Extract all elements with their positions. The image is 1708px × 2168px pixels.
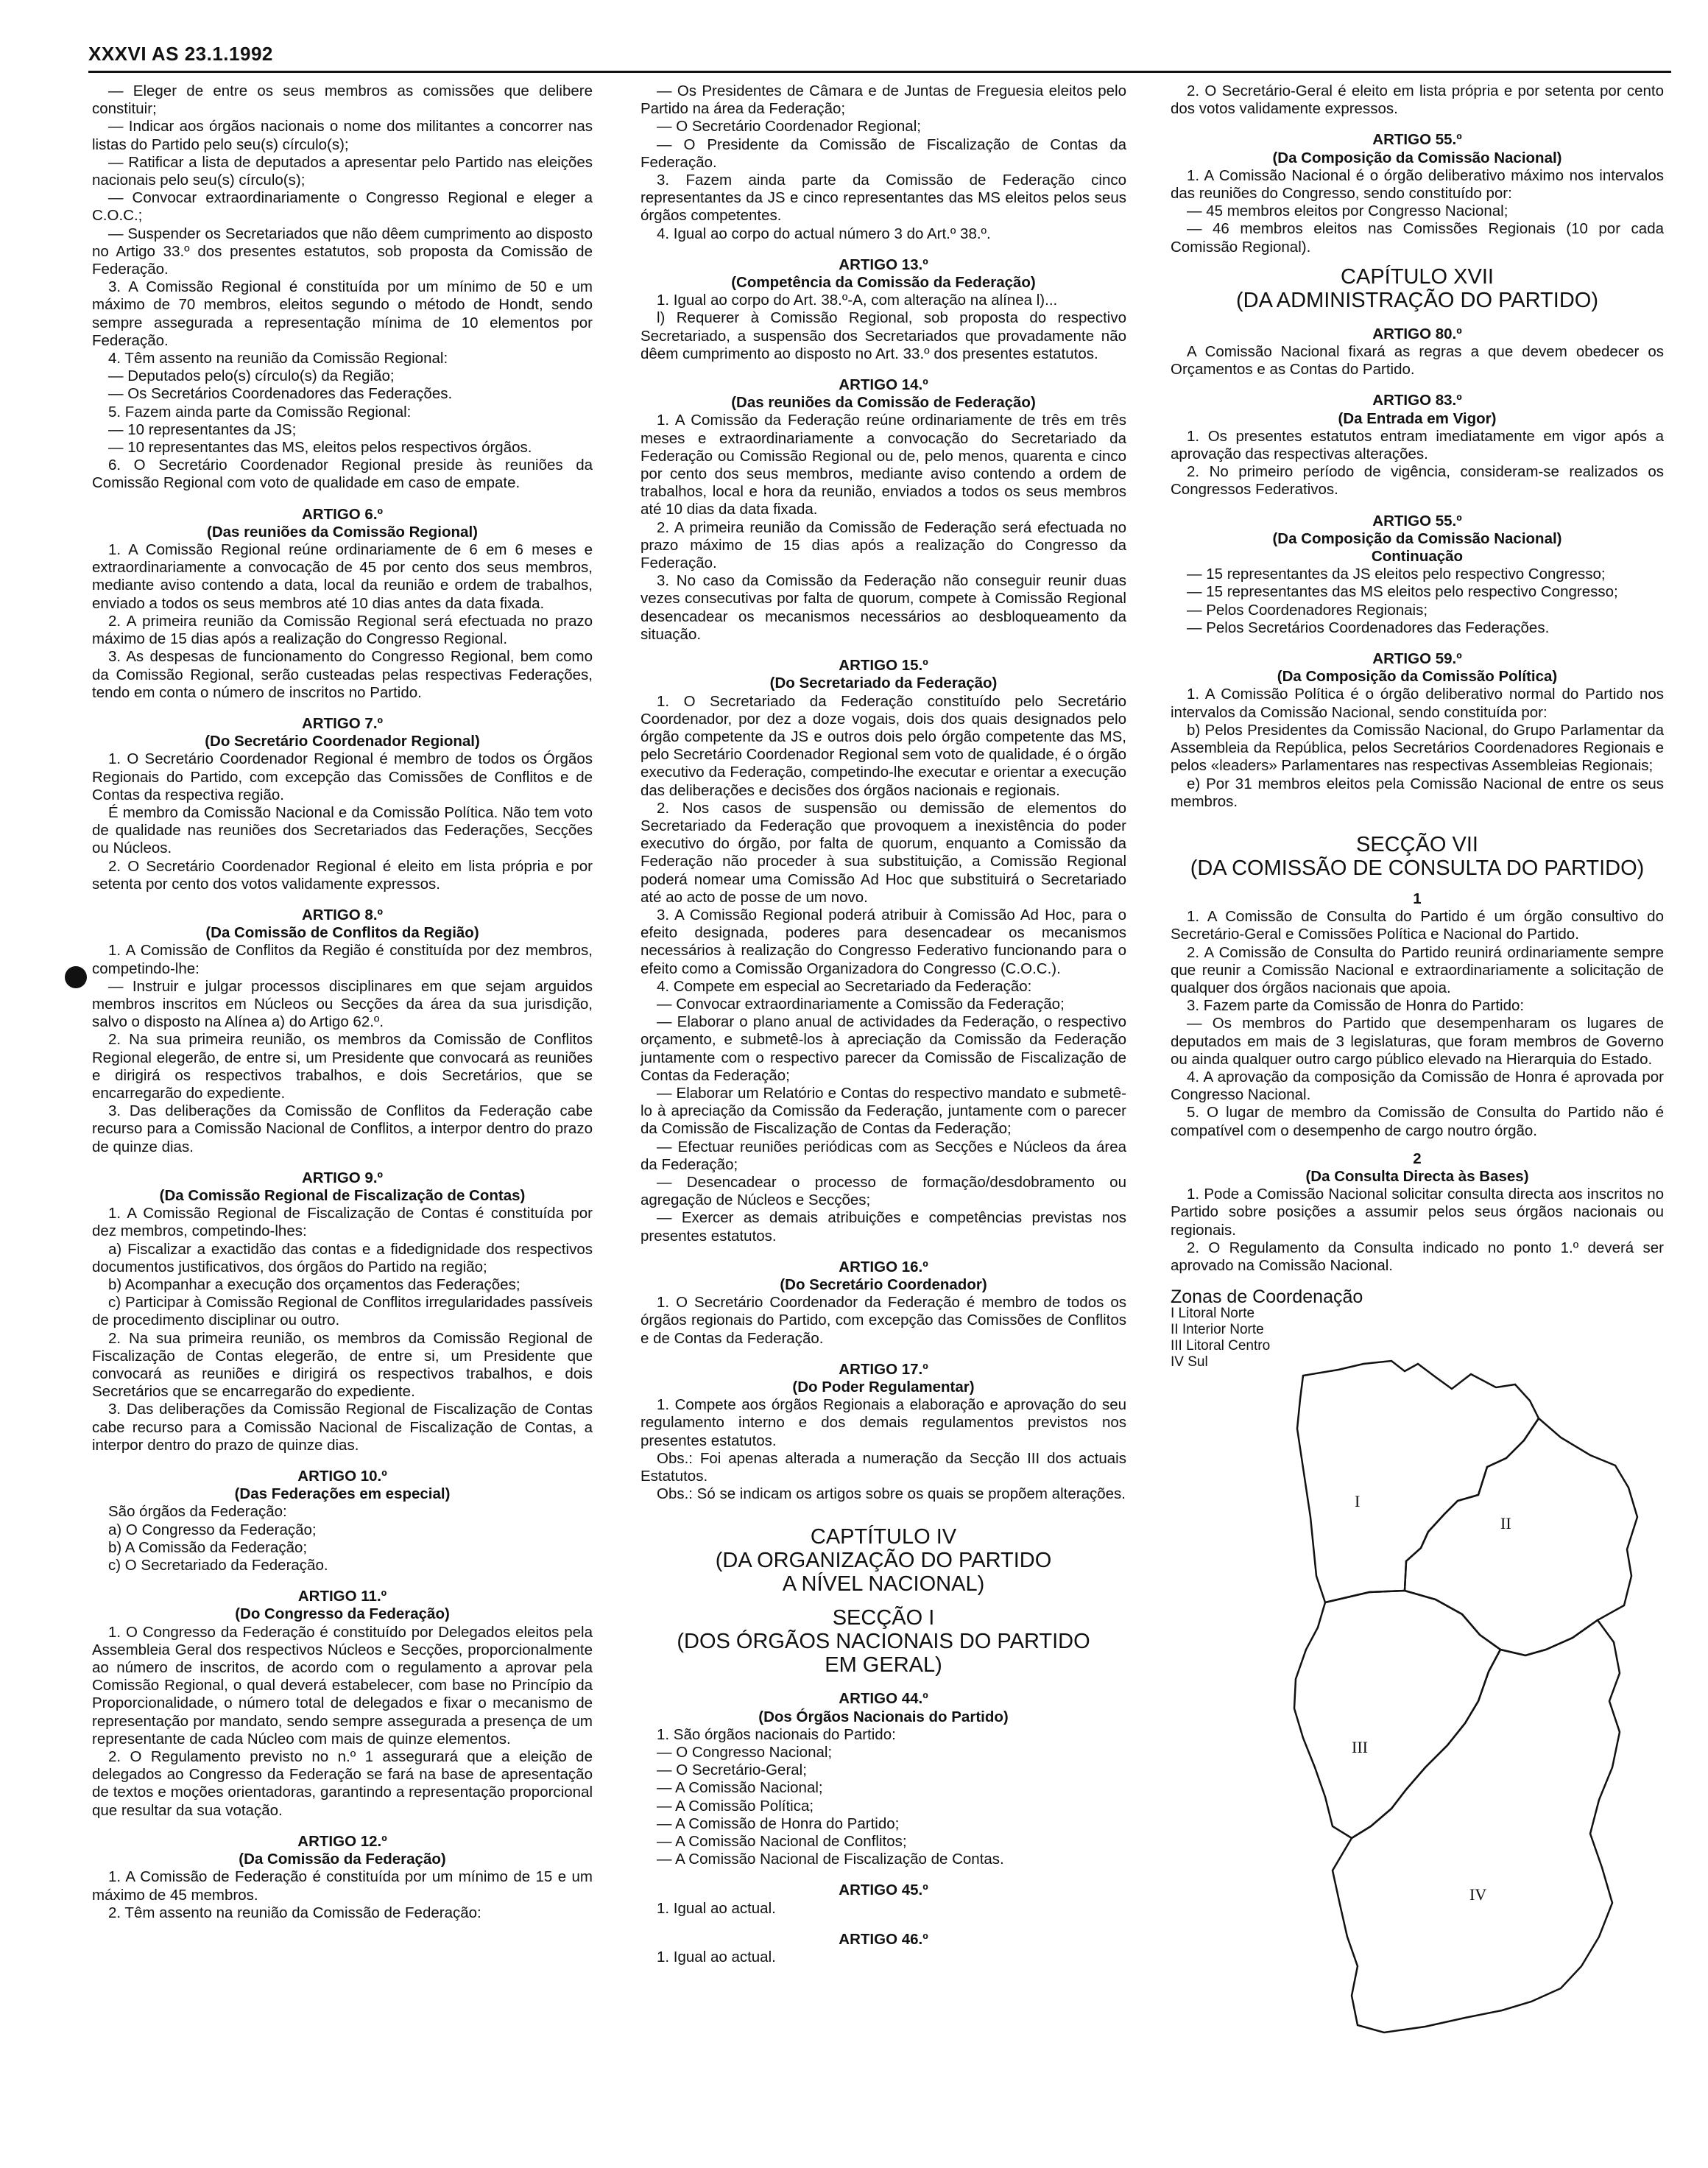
article-46-body bbox=[640, 1949, 1126, 1966]
article-44-body-line: — A Comissão Política; bbox=[657, 1797, 814, 1815]
article-15-body-line: — Desencadear o processo de formação/desdobramento ou agregação de Núcleos e Secções; bbox=[640, 1173, 1126, 1209]
article-16-title: ARTIGO 16.º bbox=[839, 1258, 928, 1275]
article-11-title: ARTIGO 11.º bbox=[297, 1588, 387, 1605]
article-7-body bbox=[92, 750, 593, 893]
zone-i-litoral-norte bbox=[1297, 1361, 1539, 1602]
article-15-title: ARTIGO 15.º bbox=[839, 657, 928, 675]
zone-ii-interior-norte bbox=[1405, 1418, 1637, 1655]
col2-intro-line: 4. Igual ao corpo do actual número 3 do Art.º 38.º. bbox=[657, 225, 991, 242]
column-3 bbox=[1171, 82, 1664, 1370]
col1-intro-line: — Eleger de entre os seus membros as comissões que delibere constituir; bbox=[92, 82, 593, 118]
article-14-body-line: 3. No caso da Comissão da Federação não conseguir reunir duas vezes consecutivas por falta de quorum, compete à Comissão Regional desencadear os mecanismos necessários ao desbloqueamento da situação. bbox=[640, 572, 1126, 643]
article-15-body-line: 4. Compete em especial ao Secretariado da Federação: bbox=[657, 977, 1032, 995]
article-6-body-line: 2. A primeira reunião da Comissão Regional será efectuada no prazo máximo de 15 dias após a realização do Congresso Regional. bbox=[92, 612, 593, 648]
article-13-body-line: l) Requerer à Comissão Regional, sob proposta do respectivo Secretariado, a suspensão dos Secretariados que provadamente não dêem cumprimento ao disposto no Art. 33.º dos presentes estatutos. bbox=[640, 309, 1126, 362]
article-14-body-line: 1. A Comissão da Federação reúne ordinariamente de três em três meses e extraordinariamente a convocação do Secretariado da Federação ou Comissão Regional ou de, pelo menos, quarenta e cinco por cento dos seus membros, mediante aviso contendo a ordem de trabalhos, local e hora da reunião, enviados a todos os seus membros até 10 dias da data fixada. bbox=[640, 412, 1126, 518]
article-13-subtitle: (Competência da Comissão da Federação) bbox=[731, 274, 1036, 292]
article-9-body-line: 3. Das deliberações da Comissão Regional de Fiscalização de Contas cabe recurso para a Comissão Nacional de Fiscalização de Contas, a interpor dentro do prazo de quinze dias. bbox=[92, 1401, 593, 1454]
article-10-title: ARTIGO 10.º bbox=[297, 1468, 387, 1485]
col1-intro-line: 5. Fazem ainda parte da Comissão Regional: bbox=[108, 403, 412, 420]
col1-intro-line: — 10 representantes da JS; bbox=[108, 420, 297, 438]
article-55b-body bbox=[1171, 566, 1664, 637]
chapter-4-heading bbox=[640, 1525, 1126, 1596]
section-1-heading-line: (DOS ÓRGÃOS NACIONAIS DO PARTIDO bbox=[677, 1630, 1090, 1654]
article-11-subtitle: (Do Congresso da Federação) bbox=[235, 1605, 450, 1623]
section-7-heading-line: (DA COMISSÃO DE CONSULTA DO PARTIDO) bbox=[1190, 856, 1645, 880]
section-7-part-2-body bbox=[1171, 1186, 1664, 1275]
section-7-part-1-body-line: 5. O lugar de membro da Comissão de Consulta do Partido não é compatível com o desempenho de cargo noutro órgão. bbox=[1171, 1104, 1664, 1139]
col1-intro-line: — Os Secretários Coordenadores das Federações. bbox=[108, 385, 453, 403]
article-44-body-line: — A Comissão Nacional; bbox=[657, 1779, 823, 1797]
article-8-body-line: 2. Na sua primeira reunião, os membros da Comissão de Conflitos Regional elegerão, de entre si, um Presidente que convocará as reuniões e dirigirá os respectivos trabalhos, e dois Secretários, que se encarregarão do expediente. bbox=[92, 1031, 593, 1102]
article-44-body-line: — A Comissão de Honra do Partido; bbox=[657, 1815, 900, 1832]
col1-intro-line: — Ratificar a lista de deputados a apresentar pelo Partido nas eleições nacionais pelo seu(s) círculo(s); bbox=[92, 153, 593, 189]
zone-iv-sul bbox=[1333, 1620, 1620, 2032]
article-14-title: ARTIGO 14.º bbox=[839, 376, 928, 394]
article-8-title: ARTIGO 8.º bbox=[302, 906, 383, 923]
article-14-body-line: 2. A primeira reunião da Comissão de Federação será efectuada no prazo máximo de 15 dias após a realização do Congresso da Federação. bbox=[640, 518, 1126, 572]
article-55b-body-line: — 15 representantes das MS eleitos pelo respectivo Congresso; bbox=[1187, 583, 1618, 601]
col2-intro bbox=[640, 82, 1126, 243]
article-7-body-line: É membro da Comissão Nacional e da Comissão Política. Não tem voto de qualidade nas reuniões dos Secretariados das Federações, Secções ou Núcleos. bbox=[92, 803, 593, 857]
section-7-part-2: 2 bbox=[1413, 1150, 1422, 1167]
article-15-body-line: — Exercer as demais atribuições e competências previstas nos presentes estatutos. bbox=[640, 1209, 1126, 1245]
article-9-title: ARTIGO 9.º bbox=[302, 1169, 383, 1186]
article-15-body-line: 1. O Secretariado da Federação constituído pelo Secretário Coordenador, por dez a doze vogais, dois dos quais designados pelo órgão competente da JS e outros dois pelo órgão competente das MS, pelo Secretário Coordenador Regional sem voto de qualidade, é o órgão executivo da Federação, competindo-lhe executar e orientar a execução das deliberações e decisões dos órgãos nacionais e regionais. bbox=[640, 692, 1126, 799]
article-13-body bbox=[640, 292, 1126, 363]
article-55-title: ARTIGO 55.º bbox=[1372, 131, 1462, 149]
article-12-title: ARTIGO 12.º bbox=[297, 1832, 387, 1850]
article-10-body-line: São órgãos da Federação: bbox=[108, 1503, 287, 1521]
article-17-subtitle: (Do Poder Regulamentar) bbox=[792, 1379, 975, 1396]
section-7-part-1-body-line: 3. Fazem parte da Comissão de Honra do Partido: bbox=[1187, 997, 1525, 1015]
article-46-body-line: 1. Igual ao actual. bbox=[657, 1949, 776, 1966]
article-10-body-line: a) O Congresso da Federação; bbox=[108, 1521, 317, 1538]
section-7-part-1-body-line: 4. A aprovação da composição da Comissão de Honra é aprovada por Congresso Nacional. bbox=[1171, 1068, 1664, 1104]
section-7-heading-line: SECÇÃO VII bbox=[1356, 832, 1478, 856]
zonas-legend-line: I Litoral Norte bbox=[1171, 1306, 1255, 1322]
chapter-4-heading-line: A NÍVEL NACIONAL) bbox=[782, 1572, 985, 1597]
article-59-body-line: 1. A Comissão Política é o órgão deliberativo normal do Partido nos intervalos da Comissão Nacional, sendo constituída por: bbox=[1171, 686, 1664, 721]
section-7-part-2-body-line: 2. O Regulamento da Consulta indicado no ponto 1.º deverá ser aprovado na Comissão Nacional. bbox=[1171, 1239, 1664, 1274]
article-83-body-line: 1. Os presentes estatutos entram imediatamente em vigor após a aprovação das respectivas alterações. bbox=[1171, 427, 1664, 463]
article-12-subtitle: (Da Comissão da Federação) bbox=[239, 1851, 446, 1868]
article-11-body-line: 1. O Congresso da Federação é constituído por Delegados eleitos pela Assembleia Geral dos respectivos Núcleos e Secções, proporcionalmente ao número de inscritos, de acordo com o regulamento a aprovar pela Comissão Regional, o qual deverá estabelecer, com base no Princípio da Proporcionalidade, o número total de delegados e fixar o mecanismo de representação por mandato, sendo sempre assegurada a presença de um representante de cada Núcleo com mais de quinze elementos. bbox=[92, 1623, 593, 1748]
map-label-i: I bbox=[1355, 1492, 1361, 1510]
chapter-17-heading bbox=[1171, 265, 1664, 312]
margin-bullet bbox=[65, 966, 87, 988]
col1-intro bbox=[92, 82, 593, 493]
article-13-body-line: 1. Igual ao corpo do Art. 38.º-A, com alteração na alínea l)... bbox=[657, 292, 1058, 309]
col1-intro-line: 6. O Secretário Coordenador Regional preside às reuniões da Comissão Regional com voto de qualidade em caso de empate. bbox=[92, 457, 593, 492]
article-8-body bbox=[92, 942, 593, 1155]
article-83-body-line: 2. No primeiro período de vigência, consideram-se realizados os Congressos Federativos. bbox=[1171, 463, 1664, 499]
article-9-body-line: 2. Na sua primeira reunião, os membros da Comissão Regional de Fiscalização de Contas elegerão, de entre si, um Presidente que convocará as reuniões e dirigirá os respectivos trabalhos, e dois Secretários que se encarregarão do expediente. bbox=[92, 1329, 593, 1401]
article-12-body-line: 2. Têm assento na reunião da Comissão de Federação: bbox=[108, 1904, 481, 1921]
section-7-part-1-body-line: 2. A Comissão de Consulta do Partido reunirá ordinariamente sempre que reunir a Comissão Nacional e extraordinariamente a solicitação de qualquer dos órgãos nacionais que apoia. bbox=[1171, 943, 1664, 996]
article-15-body-line: — Elaborar o plano anual de actividades da Federação, o respectivo orçamento, e submetê-los à apreciação da Comissão da Federação juntamente com o respectivo parecer da Comissão de Fiscalização de Contas da Federação; bbox=[640, 1013, 1126, 1084]
article-9-subtitle: (Da Comissão Regional de Fiscalização de Contas) bbox=[159, 1186, 526, 1204]
section-7-part-1: 1 bbox=[1413, 890, 1422, 907]
chapter-17-heading-line: (DA ADMINISTRAÇÃO DO PARTIDO) bbox=[1236, 288, 1598, 312]
col3-intro-line: 2. O Secretário-Geral é eleito em lista própria e por setenta por cento dos votos validamente expressos. bbox=[1171, 82, 1664, 118]
article-14-body bbox=[640, 412, 1126, 644]
chapter-4-heading-line: (DA ORGANIZAÇÃO DO PARTIDO bbox=[715, 1549, 1052, 1573]
section-1-heading-line: EM GERAL) bbox=[825, 1653, 942, 1678]
article-59-body bbox=[1171, 686, 1664, 810]
article-9-body bbox=[92, 1205, 593, 1454]
col1-intro-line: — 10 representantes das MS, eleitos pelos respectivos órgãos. bbox=[108, 439, 532, 457]
article-12-body bbox=[92, 1868, 593, 1922]
article-6-body-line: 1. A Comissão Regional reúne ordinariamente de 6 em 6 meses e extraordinariamente a convocação de 45 por cento dos seus membros, mediante aviso contendo a data, local da reunião e ordem de trabalhos, enviado a todos os seus membros até 10 dias antes da data fixada. bbox=[92, 541, 593, 612]
chapter-4-heading-line: CAPTÍTULO IV bbox=[810, 1525, 957, 1549]
article-7-body-line: 1. O Secretário Coordenador Regional é membro de todos os Órgãos Regionais do Partido, com excepção das Comissões de Conflitos e de Contas da respectiva região. bbox=[92, 750, 593, 803]
col2-intro-line: 3. Fazem ainda parte da Comissão de Federação cinco representantes da JS e cinco representantes das MS eleitos pelos seus órgãos competentes. bbox=[640, 172, 1126, 225]
header-rule bbox=[88, 71, 1671, 73]
section-1-heading bbox=[640, 1606, 1126, 1677]
article-16-body bbox=[640, 1294, 1126, 1348]
article-9-body-line: c) Participar à Comissão Regional de Conflitos irregularidades passíveis de procedimento disciplinar ou outro. bbox=[92, 1294, 593, 1329]
article-17-body-line: 1. Compete aos órgãos Regionais a elaboração e aprovação do seu regulamento interno e dos demais regulamentos previstos nos presentes estatutos. bbox=[640, 1396, 1126, 1449]
article-10-subtitle: (Das Federações em especial) bbox=[234, 1485, 451, 1503]
article-80-body-line: A Comissão Nacional fixará as regras a que devem obedecer os Orçamentos e as Contas do Partido. bbox=[1171, 343, 1664, 379]
map-label-iii: III bbox=[1352, 1738, 1368, 1756]
article-15-body-line: — Elaborar um Relatório e Contas do respectivo mandato e submetê-lo à apreciação da Comissão da Federação, juntamente com o parecer da Comissão de Fiscalização de Contas da Federação; bbox=[640, 1084, 1126, 1138]
col2-intro-line: — Os Presidentes de Câmara e de Juntas de Freguesia eleitos pelo Partido na área da Federação; bbox=[640, 82, 1126, 118]
article-11-body-line: 2. O Regulamento previsto no n.º 1 assegurará que a eleição de delegados ao Congresso da Federação se fará na base de apresentação de textos e moções orientadoras, garantindo a representação proporcional que resultar da sua votação. bbox=[92, 1748, 593, 1819]
article-15-body bbox=[640, 693, 1126, 1245]
article-46-title: ARTIGO 46.º bbox=[839, 1930, 928, 1948]
article-55b-title: ARTIGO 55.º bbox=[1372, 512, 1462, 529]
col1-intro-line: — Convocar extraordinariamente o Congresso Regional e eleger a C.O.C.; bbox=[92, 189, 593, 225]
article-15-subtitle: (Do Secretariado da Federação) bbox=[769, 675, 998, 692]
article-44-body-line: — A Comissão Nacional de Fiscalização de Contas. bbox=[657, 1851, 1004, 1868]
article-15-body-line: — Convocar extraordinariamente a Comissão da Federação; bbox=[657, 995, 1065, 1013]
article-55b-body-line: — Pelos Secretários Coordenadores das Federações. bbox=[1187, 619, 1550, 636]
article-45-body-line: 1. Igual ao actual. bbox=[657, 1899, 776, 1917]
col1-intro-line: 3. A Comissão Regional é constituída por um mínimo de 50 e um máximo de 70 membros, eleitos segundo o método de Hondt, sendo sempre assegurada a representação mínima de 10 elementos por Federação. bbox=[92, 278, 593, 349]
article-9-body-line: b) Acompanhar a execução dos orçamentos das Federações; bbox=[108, 1276, 520, 1293]
article-55b-body-line: — Pelos Coordenadores Regionais; bbox=[1187, 601, 1428, 619]
section-7-heading bbox=[1171, 833, 1664, 880]
article-16-body-line: 1. O Secretário Coordenador da Federação é membro de todos os órgãos regionais do Partido, com excepção das Comissões de Conflitos e de Contas da Federação. bbox=[640, 1294, 1126, 1347]
article-15-body-line: — Efectuar reuniões periódicas com as Secções e Núcleos da área da Federação; bbox=[640, 1138, 1126, 1173]
article-10-body-line: c) O Secretariado da Federação. bbox=[108, 1557, 328, 1574]
article-7-subtitle: (Do Secretário Coordenador Regional) bbox=[205, 733, 480, 750]
article-6-subtitle: (Das reuniões da Comissão Regional) bbox=[207, 523, 478, 541]
article-83-subtitle: (Da Entrada em Vigor) bbox=[1338, 409, 1497, 427]
section-7-part-1-body-line: 1. A Comissão de Consulta do Partido é um órgão consultivo do Secretário-Geral e Comissões Política e Nacional do Partido. bbox=[1171, 908, 1664, 943]
article-59-subtitle: (Da Composição da Comissão Política) bbox=[1277, 668, 1558, 686]
section-7-part-1-body bbox=[1171, 908, 1664, 1140]
section-7-part-2-body-line: 1. Pode a Comissão Nacional solicitar consulta directa aos inscritos no Partido sobre posições a assumir pelos seus órgãos nacionais ou regionais. bbox=[1171, 1186, 1664, 1239]
col1-intro-line: 4. Têm assento na reunião da Comissão Regional: bbox=[108, 350, 448, 367]
article-7-title: ARTIGO 7.º bbox=[302, 714, 383, 732]
article-17-title: ARTIGO 17.º bbox=[839, 1360, 928, 1378]
map-label-iv: IV bbox=[1469, 1885, 1487, 1904]
article-9-body-line: a) Fiscalizar a exactidão das contas e a fidedignidade dos respectivos documentos justificativos, dos órgãos do Partido na região; bbox=[92, 1240, 593, 1275]
article-17-body bbox=[640, 1396, 1126, 1503]
article-59-title: ARTIGO 59.º bbox=[1372, 650, 1462, 668]
section-7-part-1-body-line: — Os membros do Partido que desempenharam os lugares de deputados em mais de 3 legislaturas, que foram membros de Governo ou ainda qualquer outro cargo público elevado na Hierarquia do Estado. bbox=[1171, 1015, 1664, 1068]
article-83-body bbox=[1171, 428, 1664, 499]
col1-intro-line: — Suspender os Secretariados que não dêem cumprimento ao disposto no Artigo 33.º dos presentes estatutos, sob proposta da Comissão de Federação. bbox=[92, 225, 593, 278]
article-55-body-line: — 46 membros eleitos nas Comissões Regionais (10 por cada Comissão Regional). bbox=[1171, 220, 1664, 256]
article-45-body bbox=[640, 1900, 1126, 1918]
chapter-17-heading-line: CAPÍTULO XVII bbox=[1341, 264, 1494, 289]
article-8-body-line: — Instruir e julgar processos disciplinares em que sejam arguidos membros inscritos em Núcleos ou Secções da área da sua jurisdição, salvo o disposto na Alínea a) do Artigo 62.º. bbox=[92, 977, 593, 1031]
article-17-body-line: Obs.: Foi apenas alterada a numeração da Secção III dos actuais Estatutos. bbox=[640, 1449, 1126, 1485]
article-83-title: ARTIGO 83.º bbox=[1372, 392, 1462, 409]
article-6-body-line: 3. As despesas de funcionamento do Congresso Regional, bem como da Comissão Regional, serão custeadas pelas respectivas Federações, tendo em conta o número de inscritos no Partido. bbox=[92, 648, 593, 701]
col2-intro-line: — O Secretário Coordenador Regional; bbox=[657, 118, 921, 136]
map-label-ii: II bbox=[1500, 1514, 1511, 1532]
article-44-body-line: 1. São órgãos nacionais do Partido: bbox=[657, 1725, 896, 1743]
coordination-zones-map bbox=[1281, 1355, 1664, 2062]
page-header: XXXVI AS 23.1.1992 bbox=[88, 43, 273, 65]
article-15-body-line: 3. A Comissão Regional poderá atribuir à Comissão Ad Hoc, para o efeito designada, poderes para desencadear os mecanismos necessários à realização do Congresso Federativo funcionando para o efeito como a Comissão Organizadora do Congresso (C.O.C.). bbox=[640, 906, 1126, 977]
article-55-subtitle: (Da Composição da Comissão Nacional) bbox=[1272, 149, 1562, 166]
article-44-title: ARTIGO 44.º bbox=[839, 1690, 928, 1708]
zonas-title: Zonas de Coordenação bbox=[1171, 1287, 1363, 1308]
article-11-body bbox=[92, 1624, 593, 1820]
article-55-body-line: 1. A Comissão Nacional é o órgão deliberativo máximo nos intervalos das reuniões do Congresso, sendo constituído por: bbox=[1171, 166, 1664, 203]
article-55b-continuation: Continuação bbox=[1371, 548, 1464, 566]
column-2 bbox=[640, 82, 1126, 1966]
section-1-heading-line: SECÇÃO I bbox=[832, 1606, 935, 1630]
article-7-body-line: 2. O Secretário Coordenador Regional é eleito em lista própria e por setenta por cento dos votos validamente expressos. bbox=[92, 857, 593, 893]
article-44-body-line: — O Congresso Nacional; bbox=[657, 1744, 833, 1762]
article-55-body bbox=[1171, 167, 1664, 256]
article-80-title: ARTIGO 80.º bbox=[1372, 325, 1462, 342]
article-59-body-line: b) Pelos Presidentes da Comissão Nacional, do Grupo Parlamentar da Assembleia da República, pelos Secretários Coordenadores Regionais e pelos «leaders» Parlamentares nas respectivas Assembleias Regionais; bbox=[1171, 721, 1664, 775]
zonas-legend-line: III Litoral Centro bbox=[1171, 1338, 1271, 1354]
article-45-title: ARTIGO 45.º bbox=[839, 1882, 928, 1899]
article-13-title: ARTIGO 13.º bbox=[839, 256, 928, 273]
col3-intro bbox=[1171, 82, 1664, 118]
article-55b-subtitle: (Da Composição da Comissão Nacional) bbox=[1272, 529, 1562, 547]
zonas-legend-line: IV Sul bbox=[1171, 1354, 1208, 1370]
article-44-body bbox=[640, 1726, 1126, 1869]
article-80-body bbox=[1171, 343, 1664, 379]
article-55b-body-line: — 15 representantes da JS eleitos pelo respectivo Congresso; bbox=[1187, 566, 1606, 583]
article-44-body-line: — A Comissão Nacional de Conflitos; bbox=[657, 1833, 907, 1851]
article-44-body-line: — O Secretário-Geral; bbox=[657, 1762, 807, 1779]
article-15-body-line: 2. Nos casos de suspensão ou demissão de elementos do Secretariado da Federação que provoquem a inexistência do poder executivo do órgão, por falta de quorum, enquanto a Comissão da Federação não proceder à sua substituição, a Comissão Regional poderá nomear uma Comissão Ad Hoc que substituirá o Secretariado até ao acto de posse de um novo. bbox=[640, 799, 1126, 906]
article-55-body-line: — 45 membros eleitos por Congresso Nacional; bbox=[1187, 203, 1508, 220]
article-12-body-line: 1. A Comissão de Federação é constituída por um mínimo de 15 e um máximo de 45 membros. bbox=[92, 1868, 593, 1904]
article-6-title: ARTIGO 6.º bbox=[302, 505, 383, 523]
col2-intro-line: — O Presidente da Comissão de Fiscalização de Contas da Federação. bbox=[640, 136, 1126, 171]
article-59-body-line: e) Por 31 membros eleitos pela Comissão Nacional de entre os seus membros. bbox=[1171, 775, 1664, 810]
article-16-subtitle: (Do Secretário Coordenador) bbox=[780, 1276, 987, 1293]
column-1 bbox=[92, 82, 593, 1922]
col1-intro-line: — Indicar aos órgãos nacionais o nome dos militantes a concorrer nas listas do Partido pelo seu(s) círculo(s); bbox=[92, 118, 593, 153]
article-6-body bbox=[92, 541, 593, 702]
article-8-subtitle: (Da Comissão de Conflitos da Região) bbox=[205, 924, 479, 942]
zonas-legend-line: II Interior Norte bbox=[1171, 1322, 1264, 1338]
article-10-body bbox=[92, 1503, 593, 1574]
article-44-subtitle: (Dos Órgãos Nacionais do Partido) bbox=[758, 1708, 1009, 1725]
article-9-body-line: 1. A Comissão Regional de Fiscalização de Contas é constituída por dez membros, competindo-lhes: bbox=[92, 1205, 593, 1240]
article-10-body-line: b) A Comissão da Federação; bbox=[108, 1538, 308, 1556]
article-17-body-line: Obs.: Só se indicam os artigos sobre os quais se propõem alterações. bbox=[657, 1485, 1126, 1503]
article-14-subtitle: (Das reuniões da Comissão de Federação) bbox=[731, 394, 1036, 412]
col1-intro-line: — Deputados pelo(s) círculo(s) da Região; bbox=[108, 367, 395, 385]
article-8-body-line: 3. Das deliberações da Comissão de Conflitos da Federação cabe recurso para a Comissão Nacional de Conflitos, a interpor dentro do prazo de quinze dias. bbox=[92, 1102, 593, 1155]
section-7-part-2-subtitle: (Da Consulta Directa às Bases) bbox=[1305, 1167, 1529, 1185]
article-8-body-line: 1. A Comissão de Conflitos da Região é constituída por dez membros, competindo-lhe: bbox=[92, 942, 593, 977]
